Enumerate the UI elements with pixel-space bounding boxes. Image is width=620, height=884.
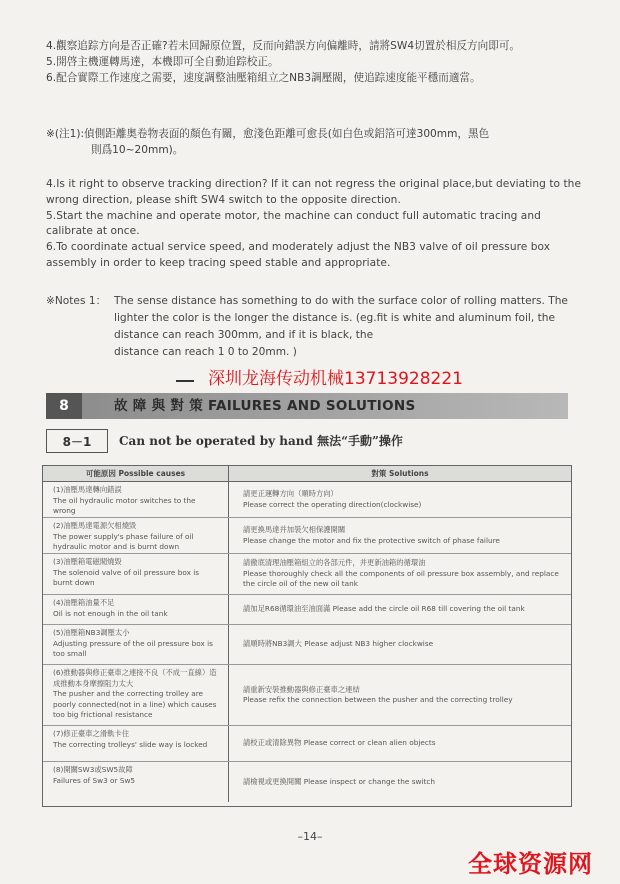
solution-cell <box>229 554 571 594</box>
cause-zh: (5)油壓箱NB3調壓太小 <box>53 628 130 637</box>
subsection-number: 8－1 <box>46 429 108 453</box>
solution-en: Please change the motor and fix the protective switch of phase failure <box>243 535 500 545</box>
solution-cell <box>229 482 571 517</box>
site-logo-watermark: 全球资源网 <box>468 850 593 878</box>
cn-step-5: 5.開啓主機運轉馬達，本機即可全自動追踪校正。 <box>46 56 279 68</box>
table-row <box>43 665 571 726</box>
en-note <box>46 293 586 361</box>
cause-cell <box>43 665 229 725</box>
en-steps <box>46 177 586 272</box>
cause-en: Oil is not enough in the oil tank <box>53 608 168 618</box>
section-header <box>46 393 568 419</box>
en-step-6: 6.To coordinate actual service speed, and moderately adjust the NB3 valve of oil pressure box assembly in order to keep tracing speed stable and appropriate. <box>46 241 551 269</box>
cn-step-4: 4.觀察追踪方向是否正確?若未回歸原位置，反而向錯誤方向偏離時，請將SW4切置於相反方向即可。 <box>46 40 521 52</box>
solution-cell <box>229 595 571 624</box>
solution-en: Please thoroughly check all the components of oil pressure box assembly, and replace the circle oil of the new oil tank <box>243 568 559 589</box>
section-title: 故 障 與 對 策 FAILURES AND SOLUTIONS <box>114 398 416 414</box>
table-row <box>43 762 571 802</box>
en-step-5: 5.Start the machine and operate motor, the machine can conduct full automatic tracing and calibrate at once. <box>46 209 541 238</box>
table-header <box>43 466 571 482</box>
en-note-label: ※Notes 1： <box>46 295 107 307</box>
table-row <box>43 625 571 665</box>
table-row <box>43 595 571 625</box>
cause-cell <box>43 518 229 553</box>
cause-zh: (1)油壓馬達轉向錯誤 <box>53 485 122 494</box>
solution-zh: 請更換馬達并加裝欠相保護開關 <box>243 525 346 534</box>
cause-cell <box>43 482 229 517</box>
subsection-title: Can not be operated by hand 無法“手動”操作 <box>119 434 403 448</box>
solution-en: Please correct the operating direction(clockwise) <box>243 499 422 509</box>
cause-zh: (7)修正臺車之滑軌卡住 <box>53 729 130 738</box>
solution-en: 請順時將NB3調大 Please adjust NB3 higher clockwise <box>243 639 434 649</box>
dash-mark <box>176 380 194 382</box>
cause-zh: (8)開關SW3或SW5故障 <box>53 765 133 774</box>
table-row <box>43 482 571 518</box>
solution-cell <box>229 726 571 761</box>
cn-note <box>46 126 581 158</box>
cause-en: The correcting trolleys' slide way is locked <box>53 739 208 749</box>
failures-table <box>42 465 572 807</box>
cause-cell <box>43 762 229 802</box>
cause-cell <box>43 554 229 594</box>
en-step-4: 4.Is it right to observe tracking direction? If it can not regress the original place,but deviating to the wrong direction, please shift SW4 switch to the opposite direction. <box>46 178 582 206</box>
header-causes: 可能原因 Possible causes <box>43 466 229 481</box>
solution-en: 請檢視或更換開關 Please inspect or change the switch <box>243 776 436 786</box>
solution-en: 請加足R68循環油至油面滿 Please add the circle oil R68 till covering the oil tank <box>243 604 525 614</box>
cn-step-6: 6.配合實際工作速度之需要，速度調整油壓箱組立之NB3調壓閥，使追踪速度能平穩而適當。 <box>46 72 481 84</box>
cause-en: The oil hydraulic motor switches to the wrong <box>53 495 196 515</box>
table-row <box>43 726 571 762</box>
cause-zh: (3)油壓箱電磁閥燒毀 <box>53 557 122 566</box>
solution-cell <box>229 518 571 553</box>
solution-zh: 請更正運轉方向（順時方向） <box>243 489 338 498</box>
cn-note-line2: 則爲10~20mm)。 <box>91 144 184 156</box>
cause-en: The power supply's phase failure of oil hydraulic motor and is burnt down <box>53 531 194 551</box>
cn-steps <box>46 38 581 86</box>
cause-zh: (4)油壓箱油量不足 <box>53 598 115 607</box>
cause-zh: (6)推動器與修正臺車之連接不良（不成一直線）造成推動本身摩擦阻力太大 <box>53 668 217 688</box>
solution-cell <box>229 762 571 802</box>
solution-en: 請校正或清除異物 Please correct or clean alien objects <box>243 738 436 748</box>
cause-en: The pusher and the correcting trolley are poorly connected(not in a line) which causes too big frictional resistance <box>53 689 217 719</box>
section-number: 8 <box>46 393 82 419</box>
page-number: –14– <box>297 830 323 843</box>
cause-cell <box>43 726 229 761</box>
table-row <box>43 518 571 554</box>
solution-en: Please refix the connection between the pusher and the correcting trolley <box>243 695 513 704</box>
cause-zh: (2)油壓馬達電源欠相燒毀 <box>53 521 137 530</box>
header-solutions: 對策 Solutions <box>371 469 429 478</box>
table-row <box>43 554 571 595</box>
cause-en: The solenoid valve of oil pressure box is burnt down <box>53 567 200 587</box>
phone-watermark: 深圳龙海传动机械13713928221 <box>208 369 463 389</box>
cause-en: Failures of Sw3 or Sw5 <box>53 775 136 785</box>
cn-note-line1: ※(注1):偵側距離奥卷物表面的顏色有關，愈淺色距離可愈長(如白色或鋁箔可達300mm，黑色 <box>46 128 490 140</box>
solution-zh: 請重新安裝推動器與修正臺車之連結 <box>243 684 360 694</box>
en-note-body: The sense distance has something to do with the surface color of rolling matters. The lighter the color is the longer the distance is. (eg.fit is white and aluminum foil, the distance can reach 300mm, and if it is black, the <box>114 295 568 341</box>
solution-zh: 請徹底清理油壓箱組立的各部元件，并更新油箱的循環油 <box>243 558 426 568</box>
solution-cell <box>229 625 571 664</box>
cause-en: Adjusting pressure of the oil pressure box is too small <box>53 638 213 658</box>
cause-cell <box>43 595 229 624</box>
cause-cell <box>43 625 229 664</box>
en-note-continuation: distance can reach 1 0 to 20mm. ) <box>114 346 297 358</box>
solution-cell <box>229 665 571 725</box>
